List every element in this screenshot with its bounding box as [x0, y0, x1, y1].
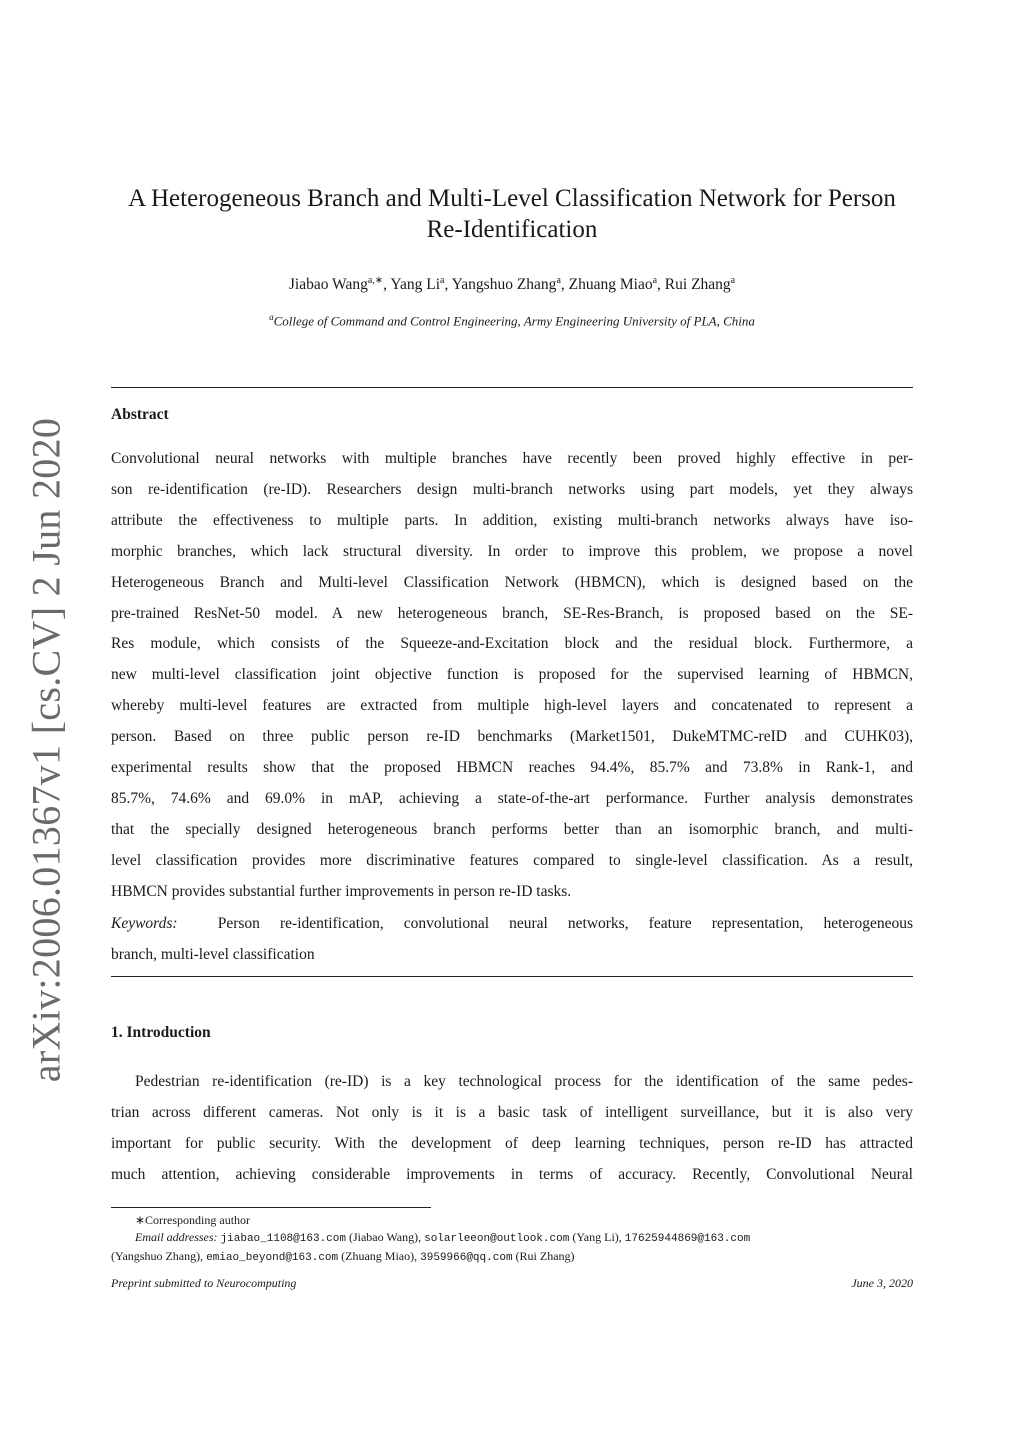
- introduction-line: trian across different cameras. Not only is it is a basic task of intelligent surveillance, but it is also very: [111, 1104, 913, 1121]
- author: Zhuang Miao$^a$,: [568, 275, 665, 294]
- email-line-1: Email addresses: jiabao_1108@163.com (Jiabao Wang), solarleeon@outlook.com (Yang Li), 17625944869@163.com: [135, 1230, 751, 1245]
- abstract-heading: Abstract: [111, 406, 169, 423]
- keywords-line-2: branch, multi-level classification: [111, 946, 315, 963]
- introduction-body: [111, 1066, 913, 1190]
- submission-date: June 3, 2020: [851, 1276, 913, 1290]
- abstract-bottom-rule: [111, 976, 913, 977]
- footnote-rule: [111, 1207, 431, 1208]
- abstract-line: whereby multi-level features are extracted from multiple high-level layers and concatenated to represent a: [111, 697, 913, 715]
- arxiv-identifier[interactable]: arXiv:2006.01367v1 [cs.CV] 2 Jun 2020: [23, 417, 69, 1083]
- affiliation: $^a$College of Command and Control Engineering, Army Engineering University of PLA, China: [269, 312, 755, 329]
- email-line-2: (Yangshuo Zhang), emiao_beyond@163.com (Zhuang Miao), 3959966@qq.com (Rui Zhang): [111, 1249, 575, 1264]
- author: Yangshuo Zhang$^a$,: [451, 275, 569, 294]
- abstract-line: Convolutional neural networks with multiple branches have recently been proved highly effective in per-: [111, 450, 913, 467]
- abstract-line: experimental results show that the proposed HBMCN reaches 94.4%, 85.7% and 73.8% in Rank-1, and: [111, 759, 913, 777]
- email-link[interactable]: 3959966@qq.com: [420, 1252, 513, 1264]
- title-line-1: A Heterogeneous Branch and Multi-Level Classification Network for Person: [128, 185, 896, 212]
- footnote: [111, 1212, 913, 1267]
- abstract-line: morphic branches, which lack structural diversity. In order to improve this problem, we propose a novel: [111, 542, 913, 560]
- abstract-line: 85.7%, 74.6% and 69.0% in mAP, achieving a state-of-the-art performance. Further analysis demonstrates: [111, 789, 913, 807]
- keywords-line-1: Keywords: Person re-identification, convolutional neural networks, feature representation, heterogeneous: [111, 915, 913, 932]
- abstract-body: [111, 444, 913, 908]
- abstract-line: pre-trained ResNet-50 model. A new heterogeneous branch, SE-Res-Branch, is proposed based on the SE-: [111, 604, 913, 622]
- corresponding-author-note: ∗Corresponding author: [135, 1213, 251, 1227]
- abstract-line: son re-identification (re-ID). Researchers design multi-branch networks using part models, yet they always: [111, 480, 913, 498]
- abstract-line: new multi-level classification joint objective function is proposed for the supervised learning of HBMCN,: [111, 666, 913, 684]
- email-label: Email addresses:: [135, 1230, 218, 1244]
- preprint-note: Preprint submitted to Neurocomputing: [111, 1276, 297, 1290]
- abstract-line: Heterogeneous Branch and Multi-level Classification Network (HBMCN), which is designed based on the: [111, 573, 913, 591]
- email-link[interactable]: 17625944869@163.com: [624, 1233, 751, 1245]
- title-line-2: Re-Identification: [426, 216, 598, 243]
- introduction-line: important for public security. With the development of deep learning techniques, person re-ID has attracted: [111, 1135, 913, 1152]
- keywords: [111, 908, 913, 970]
- abstract-line: that the specially designed heterogeneous branch performs better than an isomorphic branch, and multi-: [111, 820, 913, 838]
- email-link[interactable]: jiabao_1108@163.com: [220, 1233, 346, 1245]
- email-link[interactable]: solarleeon@outlook.com: [424, 1233, 570, 1245]
- abstract-line: person. Based on three public person re-ID benchmarks (Market1501, DukeMTMC-reID and CUHK03),: [111, 728, 913, 746]
- arxiv-sidebar: [6, 417, 86, 1083]
- author: Rui Zhang$^a$: [664, 275, 736, 294]
- introduction-heading: 1. Introduction: [111, 1024, 211, 1041]
- email-link[interactable]: emiao_beyond@163.com: [206, 1252, 339, 1264]
- introduction-line: much attention, achieving considerable improvements in terms of accuracy. Recently, Convolutional Neural: [111, 1166, 913, 1183]
- abstract-line: HBMCN provides substantial further improvements in person re-ID tasks.: [111, 882, 572, 900]
- author: Jiabao Wang$^{a,∗}$,: [288, 275, 391, 294]
- abstract-line: attribute the effectiveness to multiple parts. In addition, existing multi-branch networks always have iso-: [111, 511, 913, 529]
- keywords-label: Keywords:: [111, 915, 178, 932]
- introduction-line: Pedestrian re-identification (re-ID) is a key technological process for the identification of the same pedes-: [135, 1073, 913, 1090]
- author: Yang Li$^a$,: [390, 275, 452, 294]
- abstract-line: Res module, which consists of the Squeeze-and-Excitation block and the residual block. Furthermore, a: [111, 635, 913, 653]
- abstract-top-rule: [111, 387, 913, 388]
- abstract-line: level classification provides more discriminative features compared to single-level classification. As a result,: [111, 851, 913, 869]
- paper-title: [90, 183, 934, 245]
- author-list: [90, 275, 934, 294]
